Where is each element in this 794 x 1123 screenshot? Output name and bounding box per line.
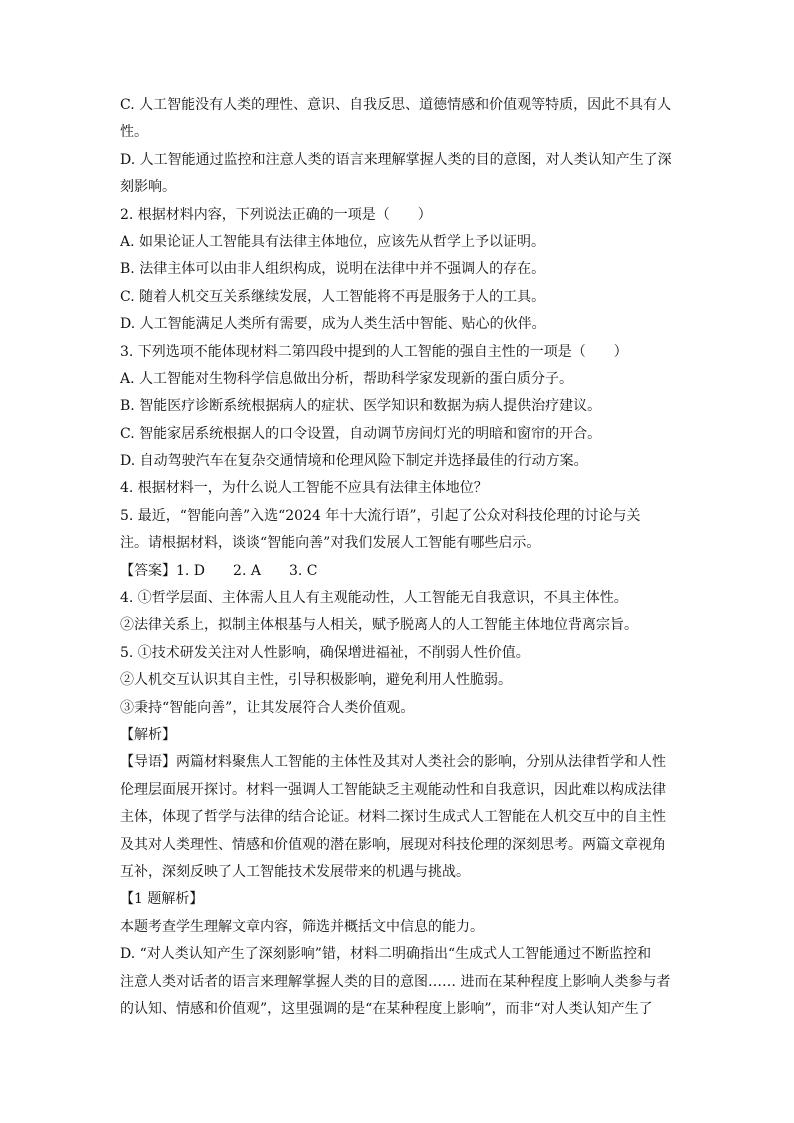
option-line: D. 人工智能满足人类所有需要，成为人类生活中智能、贴心的伙伴。 (120, 316, 546, 333)
analysis-heading: 【解析】 (120, 726, 176, 743)
intro-paragraph-line: 【导语】两篇材料聚焦人工智能的主体性及其对人类社会的影响，分别从法律哲学和人性 (120, 754, 666, 771)
text-line: 注。请根据材料，谈谈“智能向善”对我们发展人工智能有哪些启示。 (120, 535, 541, 552)
answer-detail: ②人机交互认识其自主性，引导积极影响，避免利用人性脆弱。 (120, 672, 512, 689)
answer-detail: 4. ①哲学层面、主体需人且人有主观能动性，人工智能无自我意识，不具主体性。 (120, 590, 628, 607)
intro-paragraph-line: 伦理层面展开探讨。材料一强调人工智能缺乏主观能动性和自我意识，因此难以构成法律 (120, 781, 666, 798)
question-3: 3. 下列选项不能体现材料二第四段中提到的人工智能的强自主性的一项是（ ） (120, 343, 628, 360)
intro-paragraph-line: 主体，体现了哲学与法律的结合论证。材料二探讨生成式人工智能在人机交互中的自主性 (120, 809, 666, 826)
answer-line: 【答案】1. D 2. A 3. C (120, 562, 318, 579)
text-line: D. 人工智能通过监控和注意人类的语言来理解掌握人类的目的意图，对人类认知产生了深 (120, 151, 672, 168)
question-4: 4. 根据材料一，为什么说人工智能不应具有法律主体地位？ (120, 480, 488, 497)
option-line: C. 随着人机交互关系继续发展，人工智能将不再是服务于人的工具。 (120, 288, 546, 305)
question-2: 2. 根据材料内容，下列说法正确的一项是（ ） (120, 206, 432, 223)
answer-detail: 5. ①技术研发关注对人性影响，确保增进福祉，不削弱人性价值。 (120, 644, 530, 661)
option-line: A. 如果论证人工智能具有法律主体地位，应该先从哲学上予以证明。 (120, 233, 546, 250)
text-line: 刻影响。 (120, 179, 176, 196)
option-line: A. 人工智能对生物科学信息做出分析，帮助科学家发现新的蛋白质分子。 (120, 370, 574, 387)
document-page (120, 92, 676, 1023)
text-line: C. 人工智能没有人类的理性、意识、自我反思、道德情感和价值观等特质，因此不具有人 (120, 97, 672, 113)
intro-paragraph-line: 互补，深刻反映了人工智能技术发展带来的机遇与挑战。 (120, 863, 470, 880)
intro-paragraph-line: 及其对人类理性、情感和价值观的潜在影响，展现对科技伦理的深刻思考。两篇文章视角 (120, 836, 666, 853)
text-line: 的认知、情感和价值观”，这里强调的是“在某种程度上影响”，而非“对人类认知产生了 (120, 1000, 653, 1017)
text-line: 性。 (120, 124, 148, 141)
option-line: B. 法律主体可以由非人组织构成，说明在法律中并不强调人的存在。 (120, 261, 546, 278)
question-5: 5. 最近，“智能向善”入选“2024 年十大流行语”，引起了公众对科技伦理的讨论与关 (120, 507, 641, 524)
text-line: D. “对人类认知产生了深刻影响”错，材料二明确指出“生成式人工智能通过不断监控和 (120, 946, 652, 963)
q1-analysis-heading: 【1 题解析】 (120, 891, 204, 908)
option-line: D. 自动驾驶汽车在复杂交通情境和伦理风险下制定并选择最佳的行动方案。 (120, 453, 588, 470)
option-line: C. 智能家居系统根据人的口令设置，自动调节房间灯光的明暗和窗帘的开合。 (120, 425, 602, 442)
answer-detail: ③秉持“智能向善”，让其发展符合人类价值观。 (120, 699, 415, 716)
answer-detail: ②法律关系上，拟制主体根基与人相关，赋予脱离人的人工智能主体地位背离宗旨。 (120, 617, 638, 634)
option-line: B. 智能医疗诊断系统根据病人的症状、医学知识和数据为病人提供治疗建议。 (120, 398, 602, 415)
text-line: 注意人类对话者的语言来理解掌握人类的目的意图…… 进而在某种程度上影响人类参与者 (120, 973, 671, 990)
text-line: 本题考查学生理解文章内容，筛选并概括文中信息的能力。 (120, 918, 484, 935)
